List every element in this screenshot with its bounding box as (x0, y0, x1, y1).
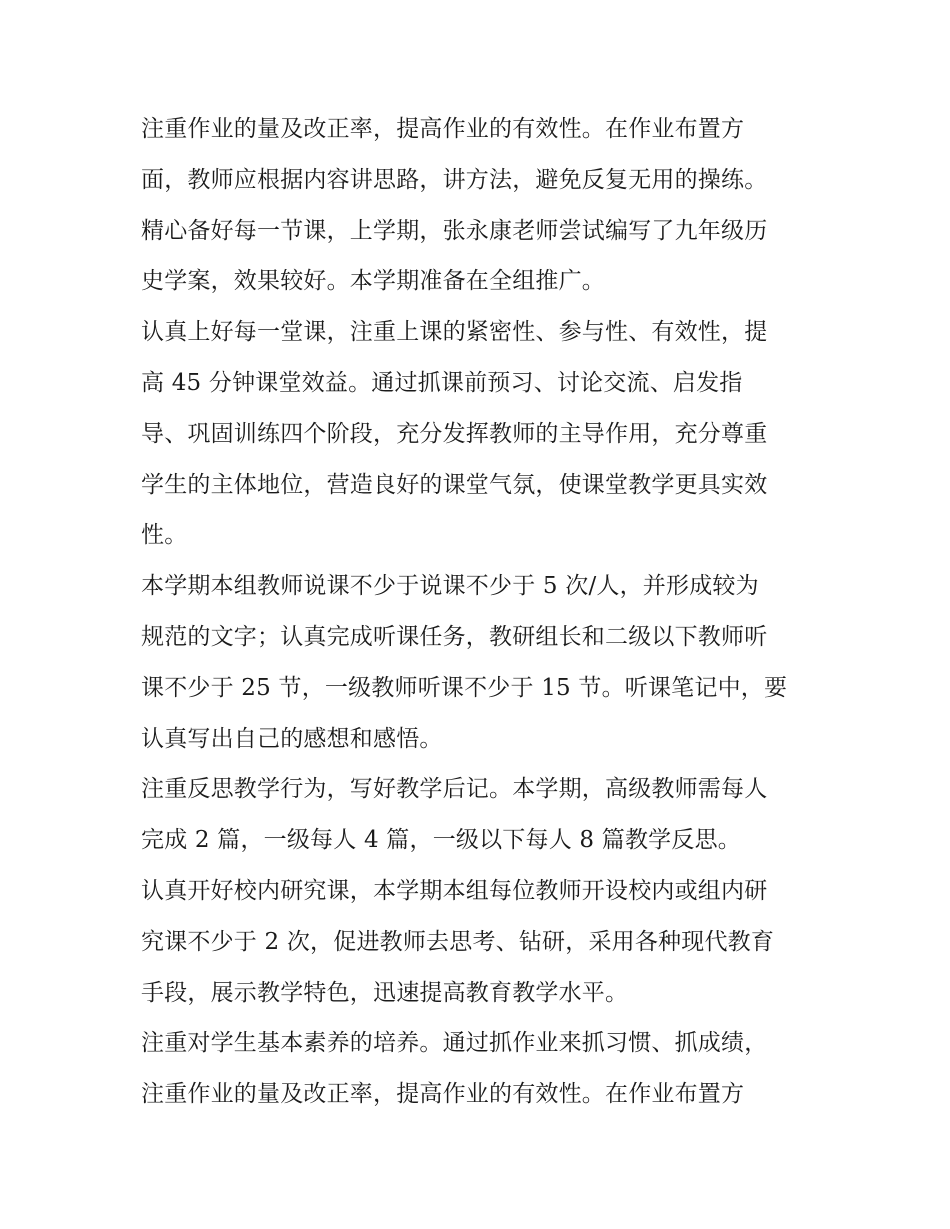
text-line-9: 性。 (141, 522, 188, 549)
text-line-4: 史学案，效果较好。本学期准备在全组推广。 (141, 268, 605, 295)
text-line-14: 注重反思教学行为，写好教学后记。本学期，高级教师需每人 (141, 776, 768, 803)
text-line-3: 精心备好每一节课，上学期，张永康老师尝试编写了九年级历 (141, 217, 768, 244)
text-line-8: 学生的主体地位，营造良好的课堂气氛，使课堂教学更具实效 (141, 471, 768, 498)
text-line-6: 高 45 分钟课堂效益。通过抓课前预习、讨论交流、启发指 (141, 369, 743, 396)
text-line-5: 认真上好每一堂课，注重上课的紧密性、参与性、有效性，提 (141, 319, 768, 346)
text-line-2: 面，教师应根据内容讲思路，讲方法，避免反复无用的操练。 (141, 166, 768, 193)
text-line-15: 完成 2 篇，一级每人 4 篇，一级以下每人 8 篇教学反思。 (141, 827, 741, 854)
text-line-7: 导、巩固训练四个阶段，充分发挥教师的主导作用，充分尊重 (141, 420, 768, 447)
text-line-20: 注重作业的量及改正率，提高作业的有效性。在作业布置方 (141, 1081, 745, 1108)
text-line-10: 本学期本组教师说课不少于说课不少于 5 次/人，并形成较为 (141, 573, 759, 600)
text-line-11: 规范的文字；认真完成听课任务，教研组长和二级以下教师听 (141, 623, 768, 650)
text-line-16: 认真开好校内研究课，本学期本组每位教师开设校内或组内研 (141, 877, 768, 904)
text-line-18: 手段，展示教学特色，迅速提高教育教学水平。 (141, 979, 629, 1006)
text-line-12: 课不少于 25 节，一级教师听课不少于 15 节。听课笔记中，要 (141, 674, 788, 701)
text-line-19: 注重对学生基本素养的培养。通过抓作业来抓习惯、抓成绩， (141, 1030, 768, 1057)
text-line-13: 认真写出自己的感想和感悟。 (141, 725, 443, 752)
text-line-1: 注重作业的量及改正率，提高作业的有效性。在作业布置方 (141, 116, 745, 142)
text-line-17: 究课不少于 2 次，促进教师去思考、钻研，采用各种现代教育 (141, 928, 775, 955)
body-text (141, 104, 821, 1120)
